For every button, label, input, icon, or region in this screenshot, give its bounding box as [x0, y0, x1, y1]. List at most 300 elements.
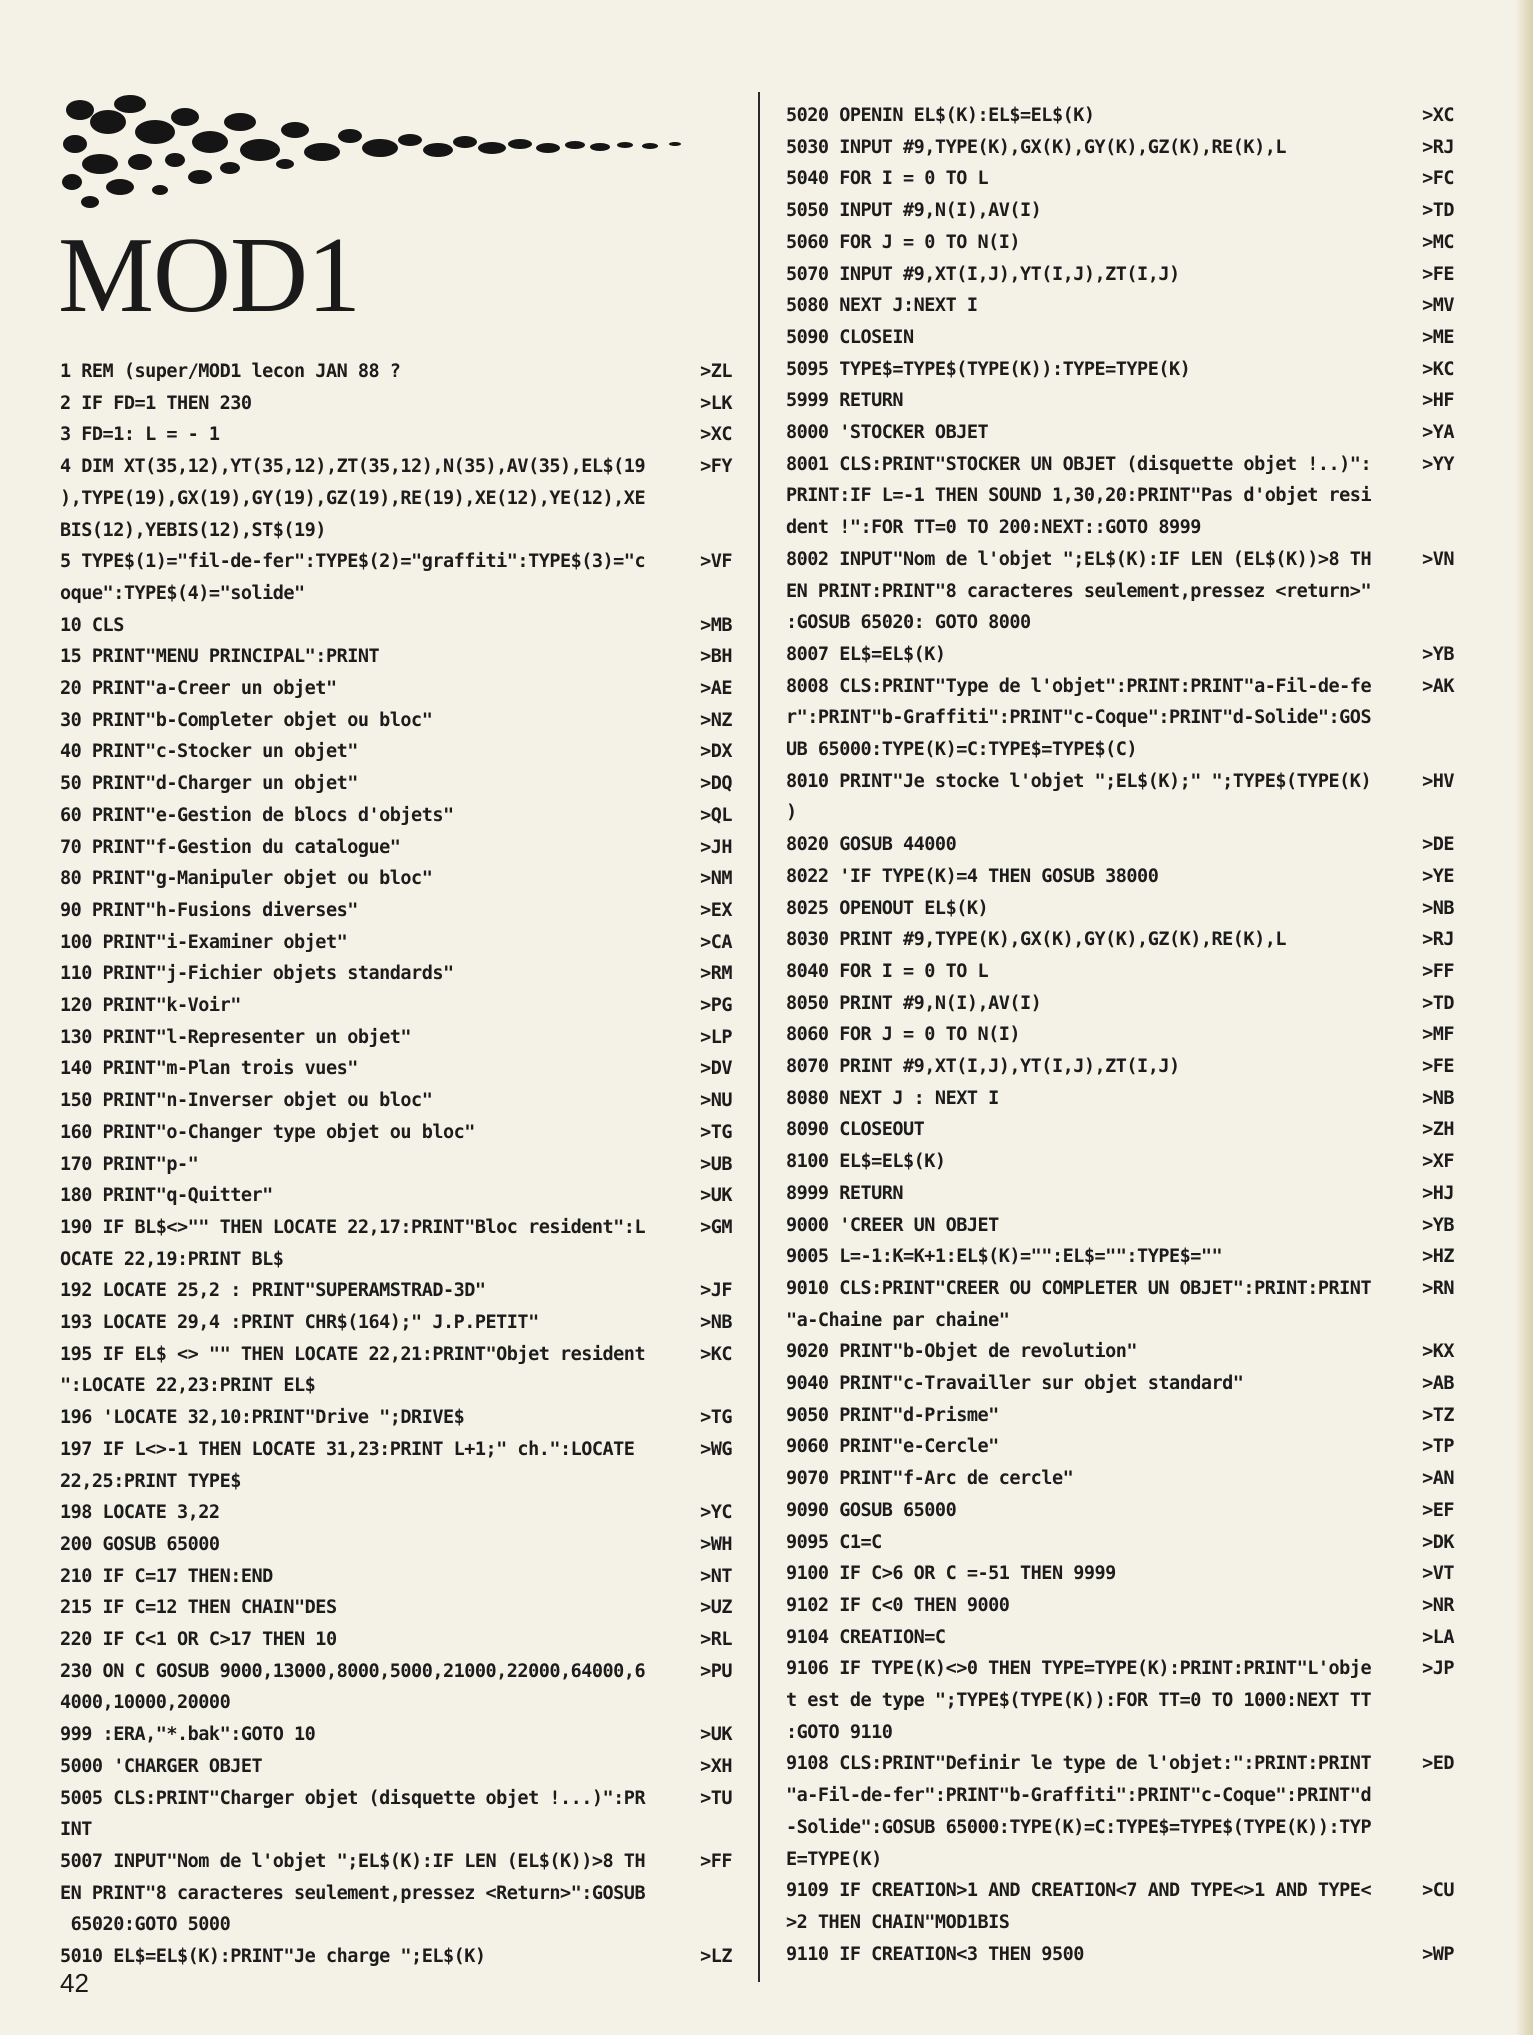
code-line	[786, 1210, 1454, 1242]
code-line	[786, 1431, 1454, 1463]
code-line	[60, 1656, 732, 1688]
code-line	[60, 546, 732, 578]
code-text: 5020 OPENIN EL$(K):EL$=EL$(K)	[786, 105, 1095, 126]
checksum-code: >EF	[1422, 1499, 1454, 1521]
code-text: 8020 GOSUB 44000	[786, 834, 957, 856]
code-text: 5060 FOR J = 0 TO N(I)	[786, 231, 1021, 253]
code-line	[60, 1719, 732, 1751]
checksum-code: >RM	[700, 963, 732, 985]
code-line	[60, 388, 732, 420]
code-line	[786, 1939, 1454, 1971]
code-line	[60, 1814, 732, 1846]
code-text: 8008 CLS:PRINT"Type de l'objet":PRINT:PRINT"a-Fil-de-fe	[786, 675, 1372, 697]
code-line	[60, 1497, 732, 1529]
code-line	[60, 1339, 732, 1371]
checksum-code: >MC	[1422, 231, 1454, 253]
checksum-code: >YE	[1422, 865, 1454, 887]
code-line	[60, 1053, 732, 1085]
code-text: 150 PRINT"n-Inverser objet ou bloc"	[60, 1090, 433, 1112]
code-text: 40 PRINT"c-Stocker un objet"	[60, 741, 358, 763]
code-line	[786, 1305, 1454, 1337]
code-line	[786, 259, 1454, 291]
checksum-code: >TD	[1422, 992, 1454, 1014]
code-text: 3 FD=1: L = - 1	[60, 424, 220, 446]
checksum-code: >WP	[1422, 1943, 1454, 1965]
code-line	[60, 641, 732, 673]
code-text: 90 PRINT"h-Fusions diverses"	[60, 899, 358, 921]
checksum-code: >DV	[700, 1058, 732, 1080]
code-line	[60, 895, 732, 927]
code-text: 130 PRINT"l-Representer un objet"	[60, 1026, 412, 1048]
checksum-code: >RJ	[1422, 929, 1454, 951]
checksum-code: >XC	[1422, 105, 1454, 126]
code-line	[786, 956, 1454, 988]
code-text: 9110 IF CREATION<3 THEN 9500	[786, 1943, 1084, 1965]
code-text: 5040 FOR I = 0 TO L	[786, 168, 989, 190]
checksum-code: >FF	[1422, 960, 1454, 982]
code-text: 220 IF C<1 OR C>17 THEN 10	[60, 1629, 337, 1650]
code-line	[60, 515, 732, 547]
code-line	[60, 1085, 732, 1117]
code-text: 5070 INPUT #9,XT(I,J),YT(I,J),ZT(I,J)	[786, 263, 1180, 285]
code-text: 5090 CLOSEIN	[786, 326, 914, 348]
checksum-code: >NR	[1422, 1594, 1454, 1616]
code-text: 9010 CLS:PRINT"CREER OU COMPLETER UN OBJET":PRINT:PRINT	[786, 1277, 1372, 1299]
code-line	[60, 1751, 732, 1783]
checksum-code: >NU	[700, 1090, 732, 1112]
checksum-code: >RN	[1422, 1277, 1454, 1299]
code-line	[786, 354, 1454, 386]
code-text: INT	[60, 1819, 92, 1841]
code-line	[60, 768, 732, 800]
checksum-code: >TG	[700, 1407, 732, 1429]
code-text: 100 PRINT"i-Examiner objet"	[60, 931, 348, 953]
code-text: 4000,10000,20000	[60, 1692, 231, 1714]
checksum-code: >LZ	[700, 1946, 732, 1967]
checksum-code: >FE	[1422, 263, 1454, 285]
code-line	[786, 607, 1454, 639]
code-line	[786, 512, 1454, 544]
code-text: 8050 PRINT #9,N(I),AV(I)	[786, 992, 1042, 1014]
code-line	[60, 1878, 732, 1910]
checksum-code: >NB	[1422, 897, 1454, 919]
checksum-code: >NM	[700, 868, 732, 890]
code-line	[786, 1178, 1454, 1210]
code-line	[60, 1624, 732, 1656]
code-line	[786, 1241, 1454, 1273]
code-text: 8007 EL$=EL$(K)	[786, 643, 946, 665]
code-line	[60, 356, 732, 388]
code-text: >2 THEN CHAIN"MOD1BIS	[786, 1911, 1010, 1933]
code-line	[60, 1275, 732, 1307]
checksum-code: >MF	[1422, 1024, 1454, 1046]
code-line	[60, 1909, 732, 1941]
code-line	[786, 132, 1454, 164]
checksum-code: >YC	[700, 1502, 732, 1524]
code-text: 8090 CLOSEOUT	[786, 1119, 925, 1141]
checksum-code: >UB	[700, 1153, 732, 1175]
code-text: ),TYPE(19),GX(19),GY(19),GZ(19),RE(19),XE(12),YE(12),XE	[60, 487, 646, 509]
code-text: 200 GOSUB 65000	[60, 1533, 220, 1555]
checksum-code: >AN	[1422, 1468, 1454, 1490]
code-text: 8040 FOR I = 0 TO L	[786, 960, 989, 982]
code-line	[786, 1875, 1454, 1907]
checksum-code: >XH	[700, 1755, 732, 1777]
checksum-code: >UK	[700, 1724, 732, 1746]
code-line	[60, 1529, 732, 1561]
code-text: )	[786, 802, 797, 824]
code-line	[786, 734, 1454, 766]
checksum-code: >DK	[1422, 1531, 1454, 1553]
code-text: 9040 PRINT"c-Travailler sur objet standard"	[786, 1373, 1244, 1394]
code-line	[786, 893, 1454, 925]
checksum-code: >CA	[700, 931, 732, 953]
checksum-code: >TP	[1422, 1436, 1454, 1458]
code-text: 9109 IF CREATION>1 AND CREATION<7 AND TYPE<>1 AND TYPE<	[786, 1880, 1372, 1902]
code-text: 197 IF L<>-1 THEN LOCATE 31,23:PRINT L+1;" ch.":LOCATE	[60, 1438, 635, 1460]
checksum-code: >ED	[1422, 1753, 1454, 1775]
code-line	[60, 1022, 732, 1054]
code-text: 9050 PRINT"d-Prisme"	[786, 1404, 999, 1426]
code-text: 210 IF C=17 THEN:END	[60, 1565, 273, 1587]
code-text: 8000 'STOCKER OBJET	[786, 422, 989, 443]
code-line	[60, 990, 732, 1022]
checksum-code: >AB	[1422, 1373, 1454, 1394]
checksum-code: >LK	[700, 392, 732, 414]
code-line	[786, 195, 1454, 227]
code-line	[786, 1685, 1454, 1717]
code-line	[60, 705, 732, 737]
code-line	[60, 610, 732, 642]
code-text: 170 PRINT"p-"	[60, 1153, 199, 1175]
code-text: 8022 'IF TYPE(K)=4 THEN GOSUB 38000	[786, 865, 1159, 887]
code-text: 198 LOCATE 3,22	[60, 1502, 220, 1524]
checksum-code: >NT	[700, 1565, 732, 1587]
checksum-code: >WH	[700, 1533, 732, 1555]
code-text: 9000 'CREER UN OBJET	[786, 1214, 999, 1236]
code-line	[786, 1463, 1454, 1495]
code-line	[60, 1212, 732, 1244]
checksum-code: >YB	[1422, 643, 1454, 665]
code-text: 190 IF BL$<>"" THEN LOCATE 22,17:PRINT"Bloc resident":L	[60, 1216, 646, 1238]
code-text: 5030 INPUT #9,TYPE(K),GX(K),GY(K),GZ(K),RE(K),L	[786, 136, 1286, 158]
checksum-code: >LP	[700, 1026, 732, 1048]
checksum-code: >MV	[1422, 295, 1454, 317]
column-divider	[758, 92, 760, 1982]
checksum-code: >YB	[1422, 1214, 1454, 1236]
checksum-code: >TG	[700, 1121, 732, 1143]
code-line	[60, 832, 732, 864]
code-line	[60, 1149, 732, 1181]
code-text: 230 ON C GOSUB 9000,13000,8000,5000,21000,22000,64000,6	[60, 1660, 646, 1682]
code-text: :GOTO 9110	[786, 1721, 893, 1743]
code-text: 5005 CLS:PRINT"Charger objet (disquette objet !...)":PR	[60, 1787, 646, 1809]
code-text: 80 PRINT"g-Manipuler objet ou bloc"	[60, 868, 433, 890]
code-text: 215 IF C=12 THEN CHAIN"DES	[60, 1597, 337, 1619]
checksum-code: >FY	[700, 456, 732, 478]
code-text: oque":TYPE$(4)="solide"	[60, 582, 305, 604]
code-line	[60, 736, 732, 768]
code-text: 9095 C1=C	[786, 1531, 882, 1553]
code-line	[786, 639, 1454, 671]
code-text: :GOSUB 65020: GOTO 8000	[786, 612, 1031, 634]
code-text: 192 LOCATE 25,2 : PRINT"SUPERAMSTRAD-3D"	[60, 1280, 486, 1302]
code-line	[786, 1622, 1454, 1654]
checksum-code: >ZH	[1422, 1119, 1454, 1141]
checksum-code: >NB	[1422, 1087, 1454, 1109]
code-line	[786, 1019, 1454, 1051]
code-line	[60, 1307, 732, 1339]
checksum-code: >TZ	[1422, 1404, 1454, 1426]
checksum-code: >WG	[700, 1438, 732, 1460]
code-line	[786, 988, 1454, 1020]
code-line	[786, 766, 1454, 798]
code-text: 5999 RETURN	[786, 390, 904, 412]
checksum-code: >GM	[700, 1216, 732, 1238]
code-text: 9090 GOSUB 65000	[786, 1499, 957, 1521]
code-line	[786, 1717, 1454, 1749]
code-text: EN PRINT:PRINT"8 caracteres seulement,pressez <return>"	[786, 580, 1372, 602]
code-line	[786, 1590, 1454, 1622]
checksum-code: >FC	[1422, 168, 1454, 190]
page-number: 42	[60, 1968, 89, 1998]
checksum-code: >HV	[1422, 770, 1454, 792]
code-line	[60, 451, 732, 483]
code-text: 8002 INPUT"Nom de l'objet ";EL$(K):IF LEN (EL$(K))>8 TH	[786, 548, 1372, 570]
checksum-code: >YA	[1422, 422, 1454, 443]
article-title: MOD1	[58, 216, 361, 335]
code-text: 5000 'CHARGER OBJET	[60, 1755, 263, 1777]
code-text: E=TYPE(K)	[786, 1848, 882, 1870]
checksum-code: >JH	[700, 836, 732, 858]
code-text: 1 REM (super/MOD1 lecon JAN 88 ?	[60, 361, 401, 382]
checksum-code: >VT	[1422, 1563, 1454, 1585]
code-text: 8070 PRINT #9,XT(I,J),YT(I,J),ZT(I,J)	[786, 1056, 1180, 1077]
code-line	[60, 483, 732, 515]
code-text: 9104 CREATION=C	[786, 1626, 946, 1648]
code-text: 4 DIM XT(35,12),YT(35,12),ZT(35,12),N(35),AV(35),EL$(19	[60, 456, 646, 478]
checksum-code: >KC	[700, 1343, 732, 1365]
code-text: 8001 CLS:PRINT"STOCKER UN OBJET (disquette objet !..)":	[786, 453, 1372, 475]
code-line	[60, 578, 732, 610]
checksum-code: >RJ	[1422, 136, 1454, 158]
code-line	[786, 1495, 1454, 1527]
code-line	[786, 1780, 1454, 1812]
code-line	[786, 1558, 1454, 1590]
code-text: "a-Fil-de-fer":PRINT"b-Graffiti":PRINT"c-Coque":PRINT"d	[786, 1785, 1372, 1807]
code-text: 10 CLS	[60, 614, 124, 636]
code-line	[786, 1812, 1454, 1844]
code-text: 9106 IF TYPE(K)<>0 THEN TYPE=TYPE(K):PRINT:PRINT"L'obje	[786, 1658, 1372, 1680]
code-line	[786, 290, 1454, 322]
code-line	[786, 1748, 1454, 1780]
code-text: 999 :ERA,"*.bak":GOTO 10	[60, 1724, 316, 1746]
code-line	[786, 671, 1454, 703]
code-text: ":LOCATE 22,23:PRINT EL$	[60, 1375, 316, 1397]
code-line	[786, 861, 1454, 893]
checksum-code: >QL	[700, 804, 732, 826]
checksum-code: >DX	[700, 741, 732, 763]
code-line	[60, 1466, 732, 1498]
code-line	[60, 419, 732, 451]
code-line	[60, 1561, 732, 1593]
code-line	[786, 829, 1454, 861]
code-text: 70 PRINT"f-Gestion du catalogue"	[60, 836, 401, 858]
code-text: 22,25:PRINT TYPE$	[60, 1470, 241, 1492]
checksum-code: >FF	[700, 1850, 732, 1872]
code-line	[60, 1244, 732, 1276]
code-text: EN PRINT"8 caracteres seulement,pressez <Return>":GOSUB	[60, 1882, 646, 1904]
code-text: 30 PRINT"b-Completer objet ou bloc"	[60, 709, 433, 731]
code-line	[786, 576, 1454, 608]
code-line	[60, 1941, 732, 1973]
code-line	[60, 1846, 732, 1878]
checksum-code: >ME	[1422, 326, 1454, 348]
checksum-code: >EX	[700, 899, 732, 921]
checksum-code: >UZ	[700, 1597, 732, 1619]
checksum-code: >XF	[1422, 1151, 1454, 1173]
code-line	[786, 1844, 1454, 1876]
checksum-code: >RL	[700, 1629, 732, 1650]
decorative-banner-graphic	[60, 92, 720, 217]
code-text: 5007 INPUT"Nom de l'objet ";EL$(K):IF LEN (EL$(K))>8 TH	[60, 1850, 646, 1872]
code-line	[786, 163, 1454, 195]
checksum-code: >TU	[700, 1787, 732, 1809]
code-text: r":PRINT"b-Graffiti":PRINT"c-Coque":PRINT"d-Solide":GOS	[786, 707, 1372, 729]
code-text: t est de type ";TYPE$(TYPE(K)):FOR TT=0 TO 1000:NEXT TT	[786, 1690, 1372, 1711]
code-text: 120 PRINT"k-Voir"	[60, 995, 241, 1016]
checksum-code: >ZL	[700, 361, 732, 382]
code-text: 110 PRINT"j-Fichier objets standards"	[60, 963, 454, 985]
code-line	[60, 1783, 732, 1815]
code-line	[786, 1653, 1454, 1685]
code-line	[786, 1400, 1454, 1432]
code-text: 5010 EL$=EL$(K):PRINT"Je charge ";EL$(K)	[60, 1946, 486, 1967]
checksum-code: >PG	[700, 995, 732, 1016]
code-text: 9108 CLS:PRINT"Definir le type de l'objet:":PRINT:PRINT	[786, 1753, 1372, 1775]
code-line	[786, 449, 1454, 481]
checksum-code: >AK	[1422, 675, 1454, 697]
checksum-code: >JP	[1422, 1658, 1454, 1680]
code-text: 8060 FOR J = 0 TO N(I)	[786, 1024, 1021, 1046]
checksum-code: >KX	[1422, 1341, 1454, 1363]
checksum-code: >MB	[700, 614, 732, 636]
code-text: PRINT:IF L=-1 THEN SOUND 1,30,20:PRINT"Pas d'objet resi	[786, 485, 1372, 507]
checksum-code: >BH	[700, 646, 732, 668]
code-text: 160 PRINT"o-Changer type objet ou bloc"	[60, 1121, 475, 1143]
checksum-code: >DQ	[700, 773, 732, 795]
code-text: 195 IF EL$ <> "" THEN LOCATE 22,21:PRINT"Objet resident	[60, 1343, 646, 1365]
code-text: 8025 OPENOUT EL$(K)	[786, 897, 989, 919]
checksum-code: >LA	[1422, 1626, 1454, 1648]
checksum-code: >DE	[1422, 834, 1454, 856]
code-text: 50 PRINT"d-Charger un objet"	[60, 773, 358, 795]
code-text: 5080 NEXT J:NEXT I	[786, 295, 978, 317]
code-text: 5050 INPUT #9,N(I),AV(I)	[786, 200, 1042, 222]
code-text: 8999 RETURN	[786, 1182, 904, 1204]
code-text: 9020 PRINT"b-Objet de revolution"	[786, 1341, 1138, 1363]
code-line	[786, 322, 1454, 354]
checksum-code: >VN	[1422, 548, 1454, 570]
code-text: OCATE 22,19:PRINT BL$	[60, 1248, 284, 1270]
code-text: 180 PRINT"q-Quitter"	[60, 1185, 273, 1207]
code-text: 196 'LOCATE 32,10:PRINT"Drive ";DRIVE$	[60, 1407, 465, 1429]
code-line	[60, 1180, 732, 1212]
code-text: 9100 IF C>6 OR C =-51 THEN 9999	[786, 1563, 1116, 1585]
code-line	[60, 958, 732, 990]
checksum-code: >XC	[700, 424, 732, 446]
code-text: UB 65000:TYPE(K)=C:TYPE$=TYPE$(C)	[786, 739, 1138, 760]
code-line	[786, 385, 1454, 417]
code-text: 2 IF FD=1 THEN 230	[60, 392, 252, 414]
checksum-code: >VF	[700, 551, 732, 573]
code-line	[786, 1083, 1454, 1115]
code-text: 8100 EL$=EL$(K)	[786, 1151, 946, 1173]
code-text: 8010 PRINT"Je stocke l'objet ";EL$(K);" ";TYPE$(TYPE(K)	[786, 770, 1372, 792]
code-line	[786, 227, 1454, 259]
code-line	[786, 100, 1454, 132]
code-text: 8030 PRINT #9,TYPE(K),GX(K),GY(K),GZ(K),RE(K),L	[786, 929, 1286, 951]
code-text: 9102 IF C<0 THEN 9000	[786, 1594, 1010, 1616]
code-line	[60, 863, 732, 895]
code-text: 60 PRINT"e-Gestion de blocs d'objets"	[60, 804, 454, 826]
checksum-code: >TD	[1422, 200, 1454, 222]
code-line	[786, 417, 1454, 449]
code-text: 9005 L=-1:K=K+1:EL$(K)="":EL$="":TYPE$=""	[786, 1246, 1223, 1268]
page-edge-shadow	[1515, 0, 1533, 2035]
code-line	[60, 1687, 732, 1719]
code-text: 140 PRINT"m-Plan trois vues"	[60, 1058, 358, 1080]
code-line	[60, 1402, 732, 1434]
code-line	[60, 1434, 732, 1466]
code-text: 5095 TYPE$=TYPE$(TYPE(K)):TYPE=TYPE(K)	[786, 358, 1191, 380]
code-text: BIS(12),YEBIS(12),ST$(19)	[60, 519, 326, 541]
code-line	[60, 927, 732, 959]
code-line	[786, 1336, 1454, 1368]
code-line	[786, 544, 1454, 576]
checksum-code: >AE	[700, 678, 732, 699]
code-line	[786, 1146, 1454, 1178]
code-line	[60, 673, 732, 705]
checksum-code: >KC	[1422, 358, 1454, 380]
code-text: "a-Chaine par chaine"	[786, 1309, 1010, 1331]
code-text: 8080 NEXT J : NEXT I	[786, 1087, 999, 1109]
code-text: 15 PRINT"MENU PRINCIPAL":PRINT	[60, 646, 380, 668]
code-text: 65020:GOTO 5000	[60, 1914, 231, 1936]
code-line	[60, 1370, 732, 1402]
code-text: -Solide":GOSUB 65000:TYPE(K)=C:TYPE$=TYPE$(TYPE(K)):TYP	[786, 1816, 1372, 1838]
code-text: 5 TYPE$(1)="fil-de-fer":TYPE$(2)="graffiti":TYPE$(3)="c	[60, 551, 646, 573]
checksum-code: >HJ	[1422, 1182, 1454, 1204]
checksum-code: >CU	[1422, 1880, 1454, 1902]
checksum-code: >HF	[1422, 390, 1454, 412]
code-line	[786, 1907, 1454, 1939]
checksum-code: >YY	[1422, 453, 1454, 475]
code-line	[786, 480, 1454, 512]
checksum-code: >NZ	[700, 709, 732, 731]
code-line	[786, 924, 1454, 956]
checksum-code: >PU	[700, 1660, 732, 1682]
checksum-code: >JF	[700, 1280, 732, 1302]
code-text: 9070 PRINT"f-Arc de cercle"	[786, 1468, 1074, 1490]
code-line	[786, 1051, 1454, 1083]
code-line	[60, 800, 732, 832]
code-text: 20 PRINT"a-Creer un objet"	[60, 678, 337, 699]
code-line	[786, 1273, 1454, 1305]
code-line	[786, 1527, 1454, 1559]
checksum-code: >NB	[700, 1312, 732, 1333]
code-text: 9060 PRINT"e-Cercle"	[786, 1436, 999, 1458]
